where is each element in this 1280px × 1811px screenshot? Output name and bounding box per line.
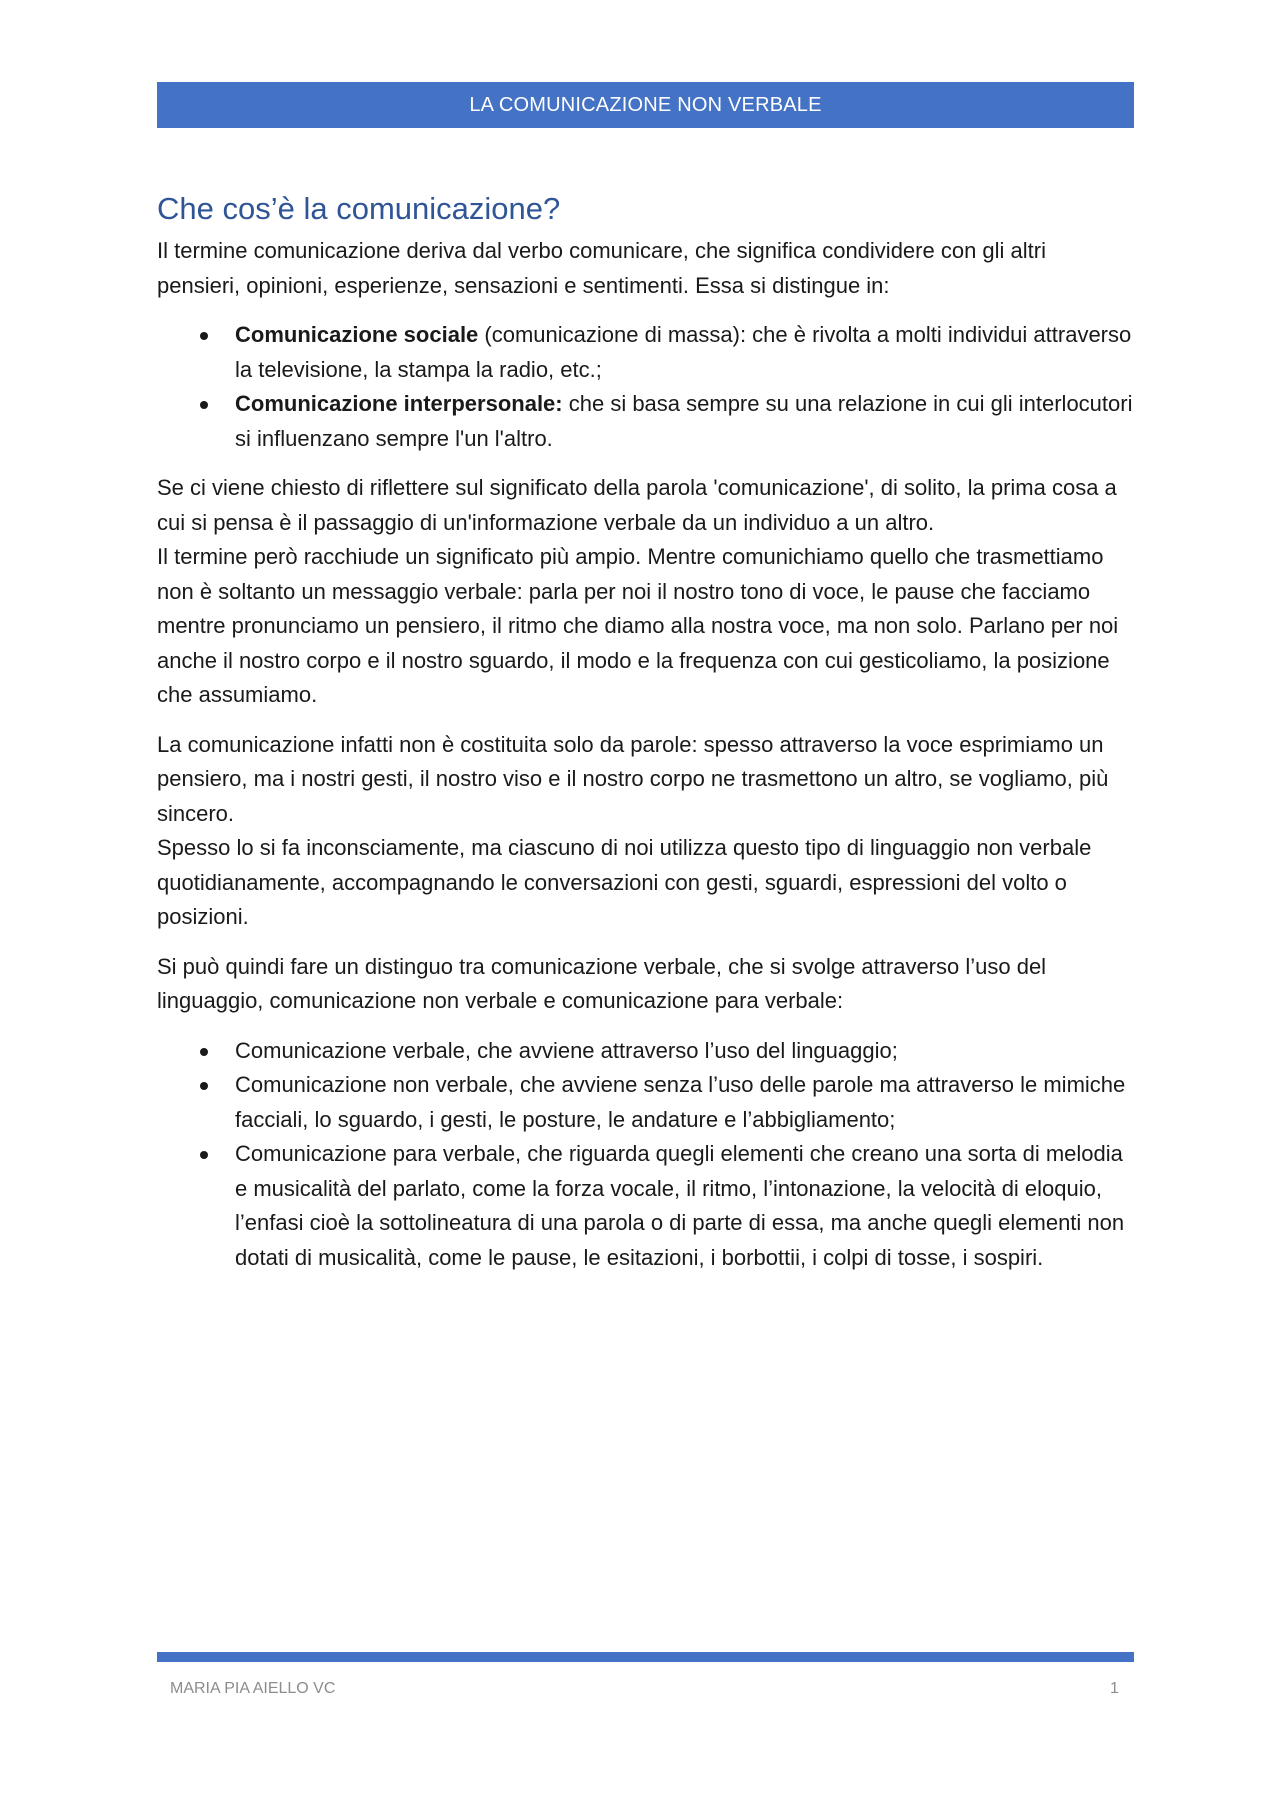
list-item-text: che si basa sempre su una relazione in cui gli interlocutori si influenzano sempre l'un l'altro. bbox=[235, 391, 1133, 451]
list-item-text: Comunicazione verbale, che avviene attraverso l’uso del linguaggio; bbox=[235, 1037, 898, 1063]
bullet-icon bbox=[200, 1082, 208, 1090]
section-heading: Che cos’è la comunicazione? bbox=[157, 191, 561, 226]
list-item bbox=[157, 318, 1134, 387]
main-content bbox=[157, 188, 1134, 1290]
footer-author: MARIA PIA AIELLO VC bbox=[170, 1680, 336, 1697]
footer-bar bbox=[157, 1652, 1134, 1662]
intro-paragraph: Il termine comunicazione deriva dal verbo comunicare, che significa condividere con gli altri pensieri, opinioni, esperienze, sensazioni e sentimenti. Essa si distingue in: bbox=[157, 238, 1046, 298]
list-item-text: Comunicazione para verbale, che riguarda quegli elementi che creano una sorta di melodia e musicalità del parlato, come la forza vocale, il ritmo, l’intonazione, la velocità di eloquio, l’enfasi cioè la sottolineatura di una parola o di parte di essa, ma anche quegli elementi non dotati di musicalità, come le pause, le esitazioni, i borbottii, i colpi di tosse, i sospiri. bbox=[235, 1141, 1125, 1270]
paragraph-line: Se ci viene chiesto di riflettere sul significato della parola 'comunicazione', di solito, la prima cosa a cui si pensa è il passaggio di un'informazione verbale da un individuo a un altro. bbox=[157, 475, 1117, 535]
paragraph-line: Spesso lo si fa inconsciamente, ma ciascuno di noi utilizza questo tipo di linguaggio non verbale quotidianamente, accompagnando le conversazioni con gesti, sguardi, espressioni del volto o posizioni. bbox=[157, 835, 1092, 929]
bullet-icon bbox=[200, 1151, 208, 1159]
list-item bbox=[157, 387, 1134, 456]
paragraph-line: Il termine però racchiude un significato più ampio. Mentre comunichiamo quello che trasmettiamo non è soltanto un messaggio verbale: parla per noi il nostro tono di voce, le pause che facciamo mentre pronunciamo un pensiero, il ritmo che diamo alla nostra voce, ma non solo. Parlano per noi anche il nostro corpo e il nostro sguardo, il modo e la frequenza con cui gesticoliamo, la posizione che assumiamo. bbox=[157, 544, 1119, 707]
paragraph-line: La comunicazione infatti non è costituita solo da parole: spesso attraverso la voce esprimiamo un pensiero, ma i nostri gesti, il nostro viso e il nostro corpo ne trasmettono un altro, se vogliamo, più sincero. bbox=[157, 731, 1109, 826]
bullet-icon bbox=[200, 332, 208, 340]
list-item bbox=[157, 1068, 1134, 1137]
list-item bbox=[157, 1034, 1134, 1069]
communication-types-list bbox=[157, 318, 1134, 456]
list-item-term: Comunicazione interpersonale: bbox=[235, 391, 563, 416]
list-item-term: Comunicazione sociale bbox=[235, 322, 479, 347]
communication-forms-list bbox=[157, 1034, 1134, 1276]
body-paragraph bbox=[157, 728, 1134, 935]
list-item-text: Comunicazione non verbale, che avviene senza l’uso delle parole ma attraverso le mimiche facciali, lo sguardo, i gesti, le posture, le andature e l’abbigliamento; bbox=[235, 1072, 1126, 1132]
page-number: 1 bbox=[1110, 1680, 1119, 1697]
bullet-icon bbox=[200, 1048, 208, 1056]
distinction-intro: Si può quindi fare un distinguo tra comunicazione verbale, che si svolge attraverso l’uso del linguaggio, comunicazione non verbale e comunicazione para verbale: bbox=[157, 953, 1047, 1013]
header-bar bbox=[157, 82, 1134, 128]
body-paragraph bbox=[157, 471, 1134, 713]
bullet-icon bbox=[200, 401, 208, 409]
header-title: LA COMUNICAZIONE NON VERBALE bbox=[469, 93, 822, 116]
list-item bbox=[157, 1137, 1134, 1275]
list-item-text: (comunicazione di massa): che è rivolta a molti individui attraverso la televisione, la stampa la radio, etc.; bbox=[235, 322, 1132, 382]
